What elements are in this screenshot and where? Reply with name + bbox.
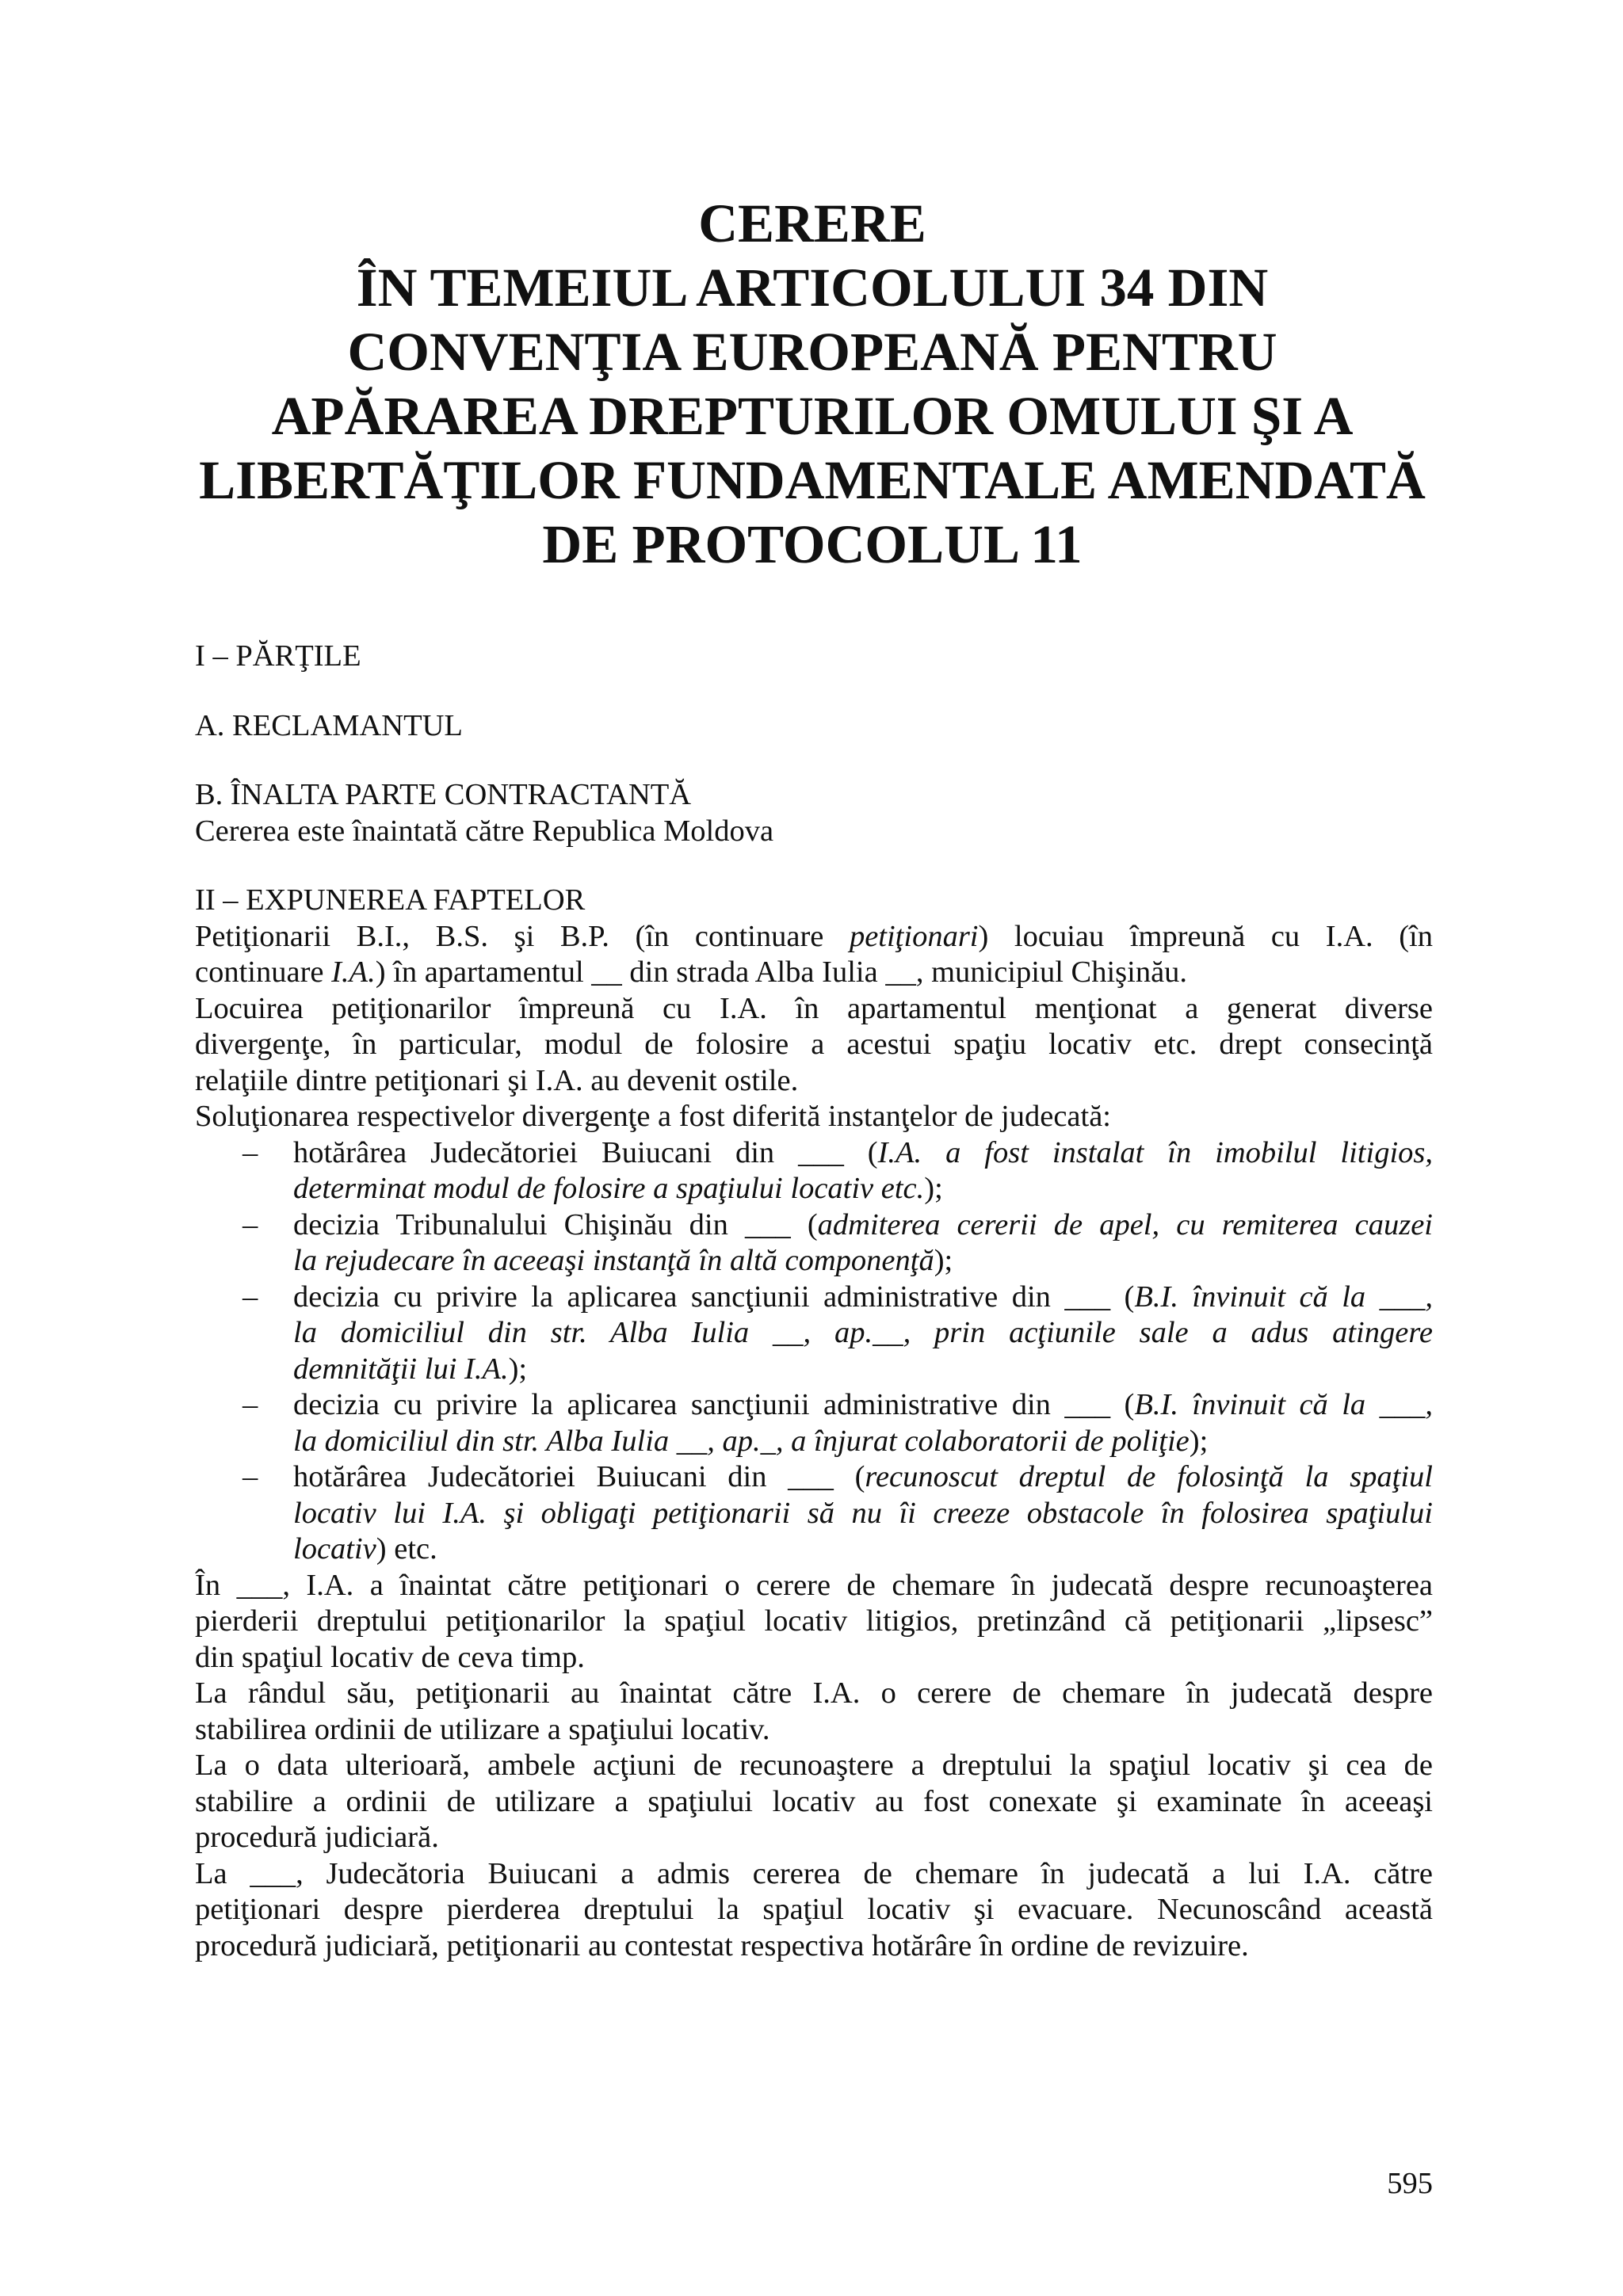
italic-run: la rejudecare în aceeaşi instanţă în altă componenţă: [293, 1244, 934, 1277]
text-run: hotărârea Judecătoriei Buiucani din ___ (: [293, 1460, 865, 1493]
text-run: );: [508, 1352, 528, 1386]
italic-run: locativ: [293, 1532, 376, 1566]
section-heading-parties: I – PĂRŢILE: [195, 639, 361, 673]
text-line: relaţiile dintre petiţionari şi I.A. au devenit ostile.: [195, 1063, 799, 1097]
text-line: procedură judiciară, petiţionarii au contestat respectiva hotărâre în ordine de revizuire.: [195, 1928, 1249, 1962]
text-run: ) locuiau împreună cu I.A. (în: [978, 919, 1433, 953]
text-line: La ___, Judecătoria Buiucani a admis cererea de chemare în judecată a lui I.A. către: [195, 1856, 1433, 1890]
text-line: [293, 1135, 1433, 1172]
title-line: LIBERTĂŢILOR FUNDAMENTALE AMENDATĂ: [199, 450, 1426, 510]
text-line: Soluţionarea respectivelor divergenţe a fost diferită instanţelor de judecată:: [195, 1100, 1111, 1133]
italic-run: I.A. a fost instalat în imobilul litigios,: [877, 1135, 1434, 1169]
text-line: [195, 955, 1433, 991]
paragraph-joined-actions: [195, 1748, 1433, 1856]
text-run: continuare: [195, 955, 332, 989]
italic-run: B.I. învinuit că la ___,: [1134, 1388, 1434, 1421]
italic-run: petiţionari: [849, 919, 979, 953]
text-line: divergenţe, în particular, modul de folosire a acestui spaţiu locativ etc. drept consecinţă: [195, 1028, 1433, 1061]
text-line: [293, 1387, 1433, 1424]
text-line: [293, 1531, 1433, 1568]
italic-run: B.I. învinuit că la ___,: [1134, 1280, 1434, 1314]
italic-run: determinat modul de folosire a spaţiului locativ etc.: [293, 1172, 925, 1205]
page-number: 595: [1387, 2167, 1433, 2200]
text-run: decizia cu privire la aplicarea sancţiunii administrative din ___ (: [293, 1280, 1135, 1314]
text-line: [293, 1496, 1433, 1532]
text-run: decizia Tribunalului Chişinău din ___ (: [293, 1207, 818, 1241]
italic-run: recunoscut dreptul de folosinţă la spaţiul: [865, 1460, 1433, 1493]
text-line: [293, 1207, 1433, 1244]
title-line: CERERE: [698, 193, 926, 254]
court-decisions-list: [195, 1135, 1433, 1568]
italic-run: I.A.: [331, 955, 376, 989]
list-item: [195, 1459, 1433, 1568]
section-heading-facts: II – EXPUNEREA FAPTELOR: [195, 883, 586, 917]
text-line: La o data ulterioară, ambele acţiuni de recunoaştere a dreptului la spaţiul locativ şi cea de: [195, 1749, 1433, 1782]
text-run: );: [934, 1244, 953, 1277]
text-line: În ___, I.A. a înaintat către petiţionari o cerere de chemare în judecată despre recunoaşterea: [195, 1568, 1433, 1602]
list-item: [195, 1387, 1433, 1459]
italic-run: la domiciliul din str. Alba Iulia __, ap.__, prin acţiunile sale a adus atingere: [293, 1316, 1433, 1349]
dash-bullet: –: [242, 1280, 258, 1314]
text-line: La rândul său, petiţionarii au înaintat către I.A. o cerere de chemare în judecată despre: [195, 1676, 1433, 1710]
text-line: petiţionari despre pierderea dreptului la spaţiul locativ şi evacuare. Necunoscând această: [195, 1893, 1433, 1926]
section-heading-applicant: A. RECLAMANTUL: [195, 708, 463, 742]
title-line: ÎN TEMEIUL ARTICOLULUI 34 DIN: [356, 257, 1269, 318]
document-title: [190, 192, 1434, 577]
text-line: [293, 1243, 1433, 1280]
section-heading-contracting-party: B. ÎNALTA PARTE CONTRACTANTĂ: [195, 778, 692, 811]
paragraph-divergences: [195, 991, 1433, 1100]
text-run: ) în apartamentul __ din strada Alba Iulia __, municipiul Chişinău.: [375, 955, 1188, 989]
text-line: stabilirea ordinii de utilizare a spaţiului locativ.: [195, 1712, 770, 1746]
paragraph-ia-claim: [195, 1568, 1433, 1676]
dash-bullet: –: [242, 1388, 258, 1421]
text-line: [195, 919, 1433, 955]
paragraph-court-ruling: [195, 1856, 1433, 1965]
list-item: [195, 1207, 1433, 1280]
text-line: [293, 1459, 1433, 1496]
text-run: ) etc.: [376, 1532, 437, 1566]
text-run: decizia cu privire la aplicarea sancţiunii administrative din ___ (: [293, 1388, 1135, 1421]
paragraph-counterclaim: [195, 1676, 1433, 1748]
title-line: DE PROTOCOLUL 11: [542, 514, 1083, 574]
text-run: Petiţionarii B.I., B.S. şi B.P. (în continuare: [195, 919, 850, 953]
italic-run: la domiciliul din str. Alba Iulia __, ap._, a înjurat colaboratorii de poliţie: [293, 1424, 1190, 1458]
dash-bullet: –: [242, 1460, 258, 1493]
paragraph-resolution: [195, 1099, 1433, 1135]
document-body: [195, 639, 1433, 1964]
text-line: [293, 1280, 1433, 1316]
italic-run: locativ lui I.A. şi obligaţi petiţionarii să nu îi creeze obstacole în folosirea spaţiului: [293, 1496, 1433, 1530]
text-line: din spaţiul locativ de ceva timp.: [195, 1640, 585, 1674]
text-run: );: [924, 1172, 943, 1205]
text-line: stabilire a ordinii de utilizare a spaţiului locativ au fost conexate şi examinate în aceeaşi: [195, 1784, 1433, 1818]
text-line: Locuirea petiţionarilor împreună cu I.A. în apartamentul menţionat a generat diverse: [195, 991, 1433, 1025]
title-line: APĂRAREA DREPTURILOR OMULUI ŞI A: [271, 386, 1354, 446]
list-item: [195, 1280, 1433, 1388]
italic-run: demnităţii lui I.A.: [293, 1352, 509, 1386]
paragraph-parties-residence: [195, 919, 1433, 991]
contracting-party-text: Cererea este înaintată către Republica Moldova: [195, 814, 774, 848]
text-line: pierderii dreptului petiţionarilor la spaţiul locativ litigios, pretinzând că petiţionarii „lipsesc”: [195, 1604, 1433, 1638]
list-item: [195, 1135, 1433, 1207]
text-run: );: [1189, 1424, 1209, 1458]
text-line: [293, 1315, 1433, 1352]
text-line: [293, 1352, 1433, 1388]
dash-bullet: –: [242, 1207, 258, 1241]
text-line: procedură judiciară.: [195, 1821, 439, 1854]
text-run: hotărârea Judecătoriei Buiucani din ___ (: [293, 1135, 878, 1169]
text-line: [293, 1424, 1433, 1460]
dash-bullet: –: [242, 1135, 258, 1169]
text-line: [293, 1171, 1433, 1207]
italic-run: admiterea cererii de apel, cu remiterea cauzei: [817, 1207, 1433, 1241]
title-line: CONVENŢIA EUROPEANĂ PENTRU: [347, 322, 1277, 382]
